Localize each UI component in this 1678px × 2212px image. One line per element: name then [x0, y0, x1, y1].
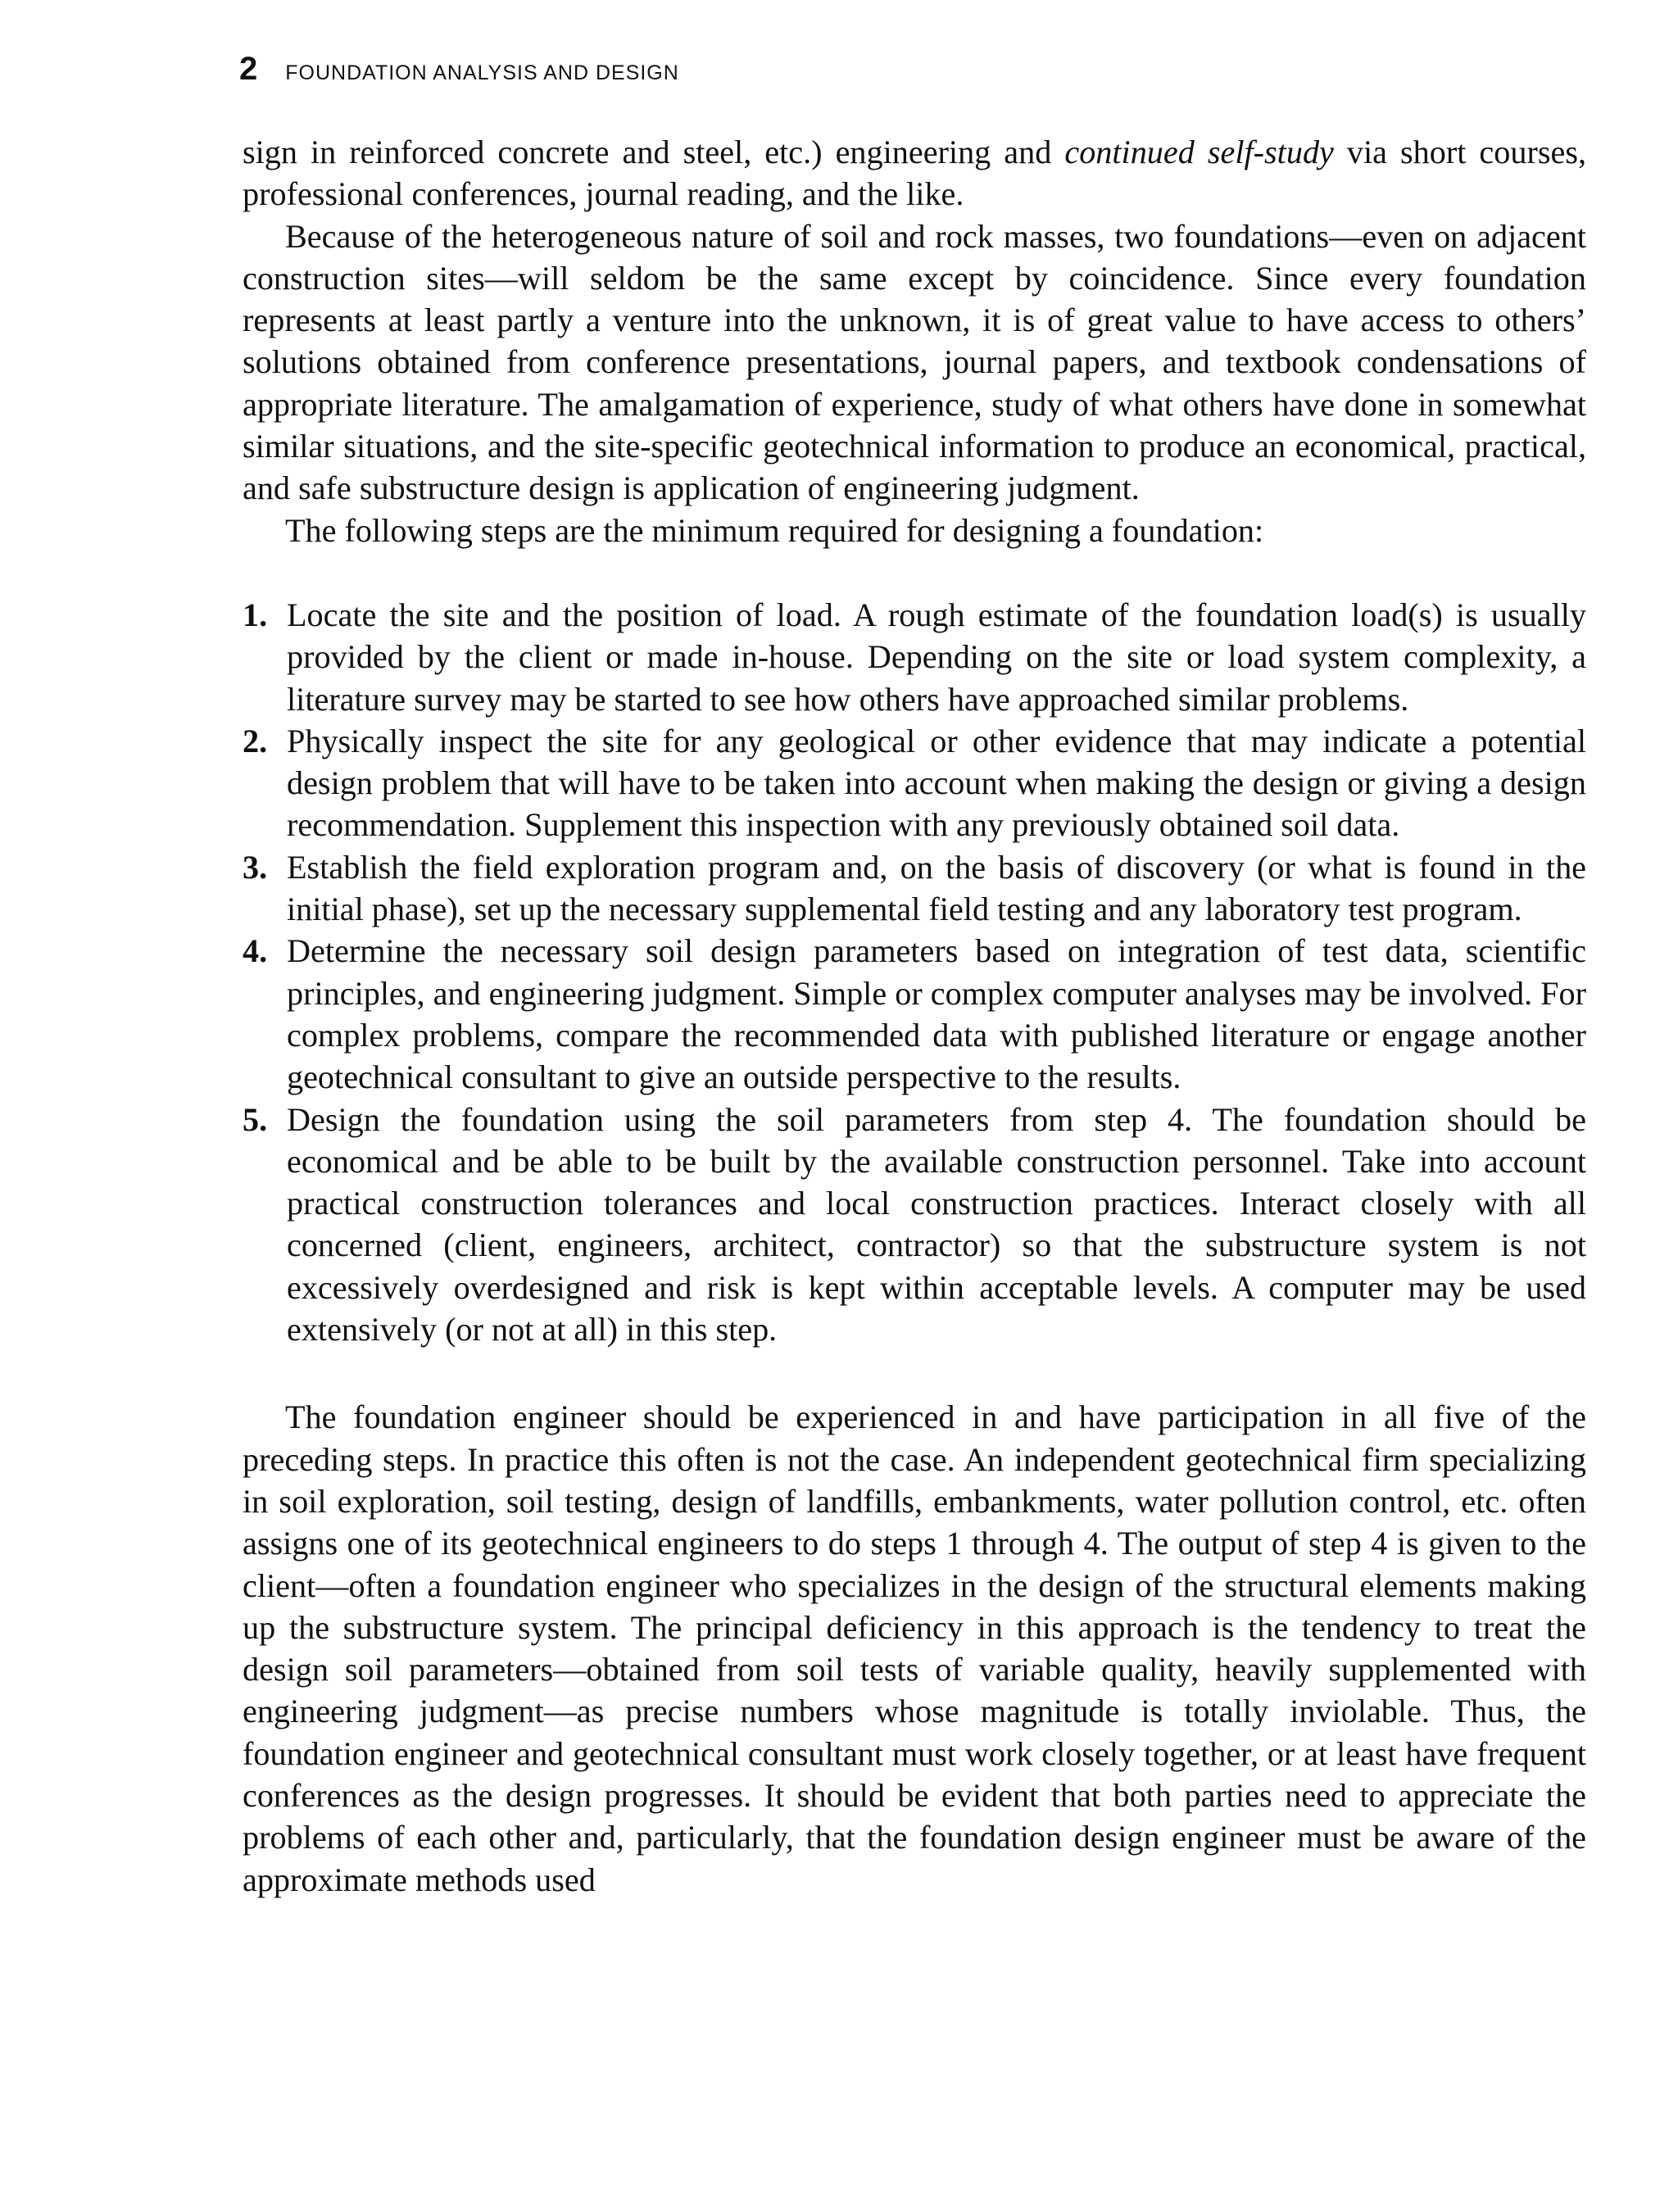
- step-text: Establish the field exploration program and, on the basis of discovery (or what is found in the initial phase), set up the necessary supplemental field testing and any laboratory test program.: [287, 848, 1586, 928]
- list-item: [243, 930, 1586, 1098]
- running-head: [239, 51, 679, 97]
- list-item: [243, 846, 1586, 931]
- list-item: [243, 594, 1586, 720]
- running-title: FOUNDATION ANALYSIS AND DESIGN: [285, 61, 679, 84]
- step-text: Physically inspect the site for any geological or other evidence that may indicate a potential design problem that will have to be taken into account when making the design or giving a design recommendation. Supplement this inspection with any previously obtained soil data.: [287, 722, 1586, 844]
- step-text: Locate the site and the position of load. A rough estimate of the foundation load(s) is usually provided by the client or made in-house. Depending on the site or load system complexity, a literature survey may be started to see how others have approached similar problems.: [287, 596, 1586, 718]
- step-number: 4.: [243, 932, 268, 970]
- step-number: 2.: [243, 722, 268, 759]
- emphasis-self-study: continued self-study: [1064, 134, 1334, 170]
- paragraph-steps-intro: The following steps are the minimum required for designing a foundation:: [285, 511, 1264, 549]
- paragraph-1-tail: via short courses, professional conferences, journal reading, and the like.: [243, 134, 1587, 213]
- paragraph-1-lead: sign in reinforced concrete and steel, etc.) engineering and: [243, 134, 1065, 170]
- step-text: Determine the necessary soil design parameters based on integration of test data, scientific principles, and engineering judgment. Simple or complex computer analyses may be involved. For complex problems, compare the recommended data with published literature or engage another geotechnical consultant to give an outside perspective to the results.: [287, 932, 1586, 1096]
- step-number: 3.: [243, 848, 268, 886]
- body-text: [243, 131, 1586, 1901]
- paragraph-heterogeneous: Because of the heterogeneous nature of soil and rock masses, two foundations—even on adjacent construction sites—will seldom be the same except by coincidence. Since every foundation represents at least partly a venture into the unknown, it is of great value to have access to others’ solutions obtained from conference presentations, journal papers, and textbook condensations of appropriate literature. The amalgamation of experience, study of what others have done in somewhat similar situations, and the site-specific geotechnical information to produce an economical, practical, and safe substructure design is application of engineering judgment.: [243, 217, 1586, 507]
- paragraph-continuation: [243, 131, 1586, 215]
- step-text: Design the foundation using the soil parameters from step 4. The foundation should be economical and be able to be built by the available construction personnel. Take into account practical construction tolerances and local construction practices. Interact closely with all concerned (client, engineers, architect, contractor) so that the substructure system is not excessively overdesigned and risk is kept within acceptable levels. A computer may be used extensively (or not at all) in this step.: [287, 1100, 1586, 1349]
- paragraph-foundation-engineer: The foundation engineer should be experienced in and have participation in all five of the preceding steps. In practice this often is not the case. An independent geotechnical firm specializing in soil exploration, soil testing, design of landfills, embankments, water pollution control, etc. often assigns one of its geotechnical engineers to do steps 1 through 4. The output of step 4 is given to the client—often a foundation engineer who specializes in the design of the structural elements making up the substructure system. The principal deficiency in this approach is the tendency to treat the design soil parameters—obtained from soil tests of variable quality, heavily supplemented with engineering judgment—as precise numbers whose magnitude is totally inviolable. Thus, the foundation engineer and geotechnical consultant must work closely together, or at least have frequent conferences as the design progresses. It should be evident that both parties need to appreciate the problems of each other and, particularly, that the foundation design engineer must be aware of the approximate methods used: [243, 1398, 1586, 1898]
- design-steps-list: [243, 594, 1586, 1350]
- step-number: 5.: [243, 1100, 268, 1138]
- list-item: [243, 720, 1586, 846]
- page-number: 2: [239, 51, 258, 87]
- list-item: [243, 1099, 1586, 1351]
- step-number: 1.: [243, 596, 268, 633]
